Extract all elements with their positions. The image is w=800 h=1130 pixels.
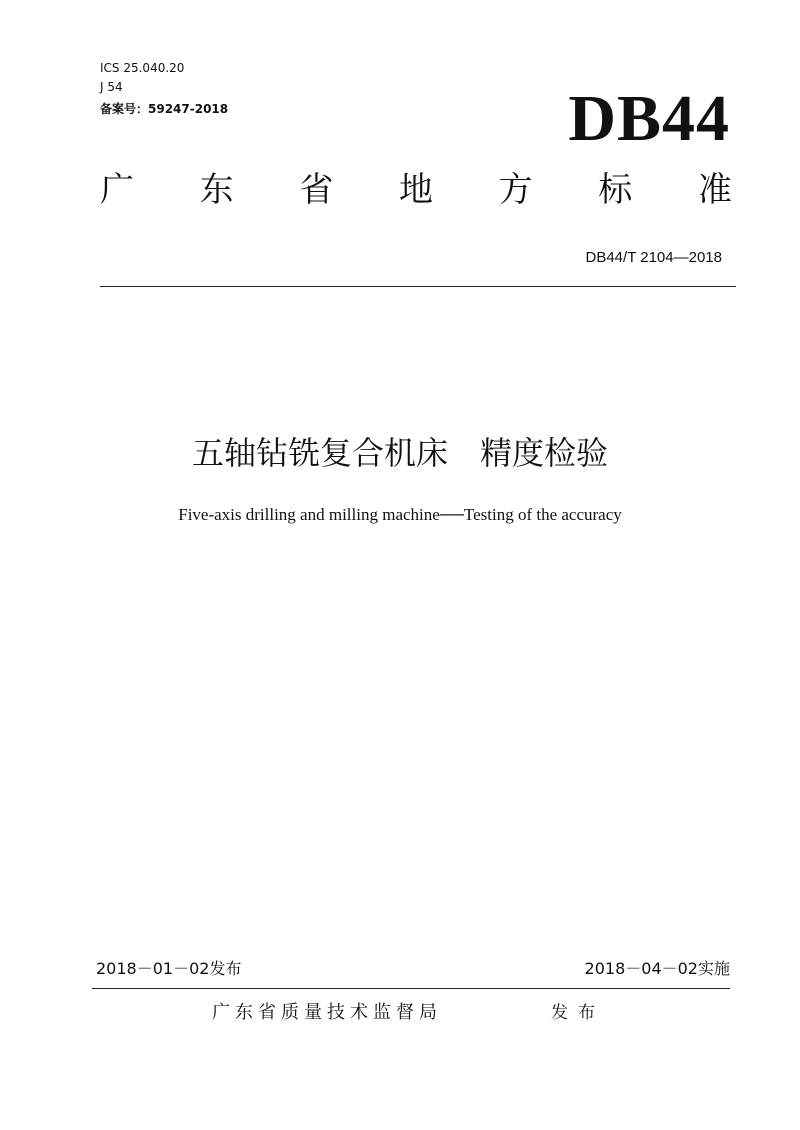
chinese-title: 五轴钻铣复合机床 精度检验 xyxy=(191,434,608,472)
standard-type-char: 地 xyxy=(398,170,433,210)
english-title: Five-axis drilling and milling machine──Testing of the accuracy xyxy=(178,505,622,524)
standard-type-char: 东 xyxy=(199,170,234,210)
filing-number: 备案号：59247-2018 xyxy=(100,102,229,116)
ics-code: ICS 25.040.20 xyxy=(100,61,185,75)
standard-type-char: 广 xyxy=(100,170,134,210)
publish-label: 发布 xyxy=(551,1003,605,1023)
header-divider xyxy=(100,286,736,287)
standard-type-char: 省 xyxy=(299,170,334,210)
issue-date: 2018－01－02发布 xyxy=(96,959,242,978)
standard-type-char: 方 xyxy=(498,170,533,210)
standard-mark: DB44 xyxy=(568,82,730,155)
publisher-name: 广东省质量技术监督局 xyxy=(212,1002,442,1023)
standard-type-char: 准 xyxy=(697,170,732,210)
standard-type-char: 标 xyxy=(598,170,633,210)
standard-type-heading xyxy=(100,168,732,212)
standard-number: DB44/T 2104—2018 xyxy=(585,249,722,266)
ccs-code: J 54 xyxy=(100,80,123,94)
implementation-date: 2018－04－02实施 xyxy=(584,959,730,978)
footer-divider xyxy=(92,988,730,989)
